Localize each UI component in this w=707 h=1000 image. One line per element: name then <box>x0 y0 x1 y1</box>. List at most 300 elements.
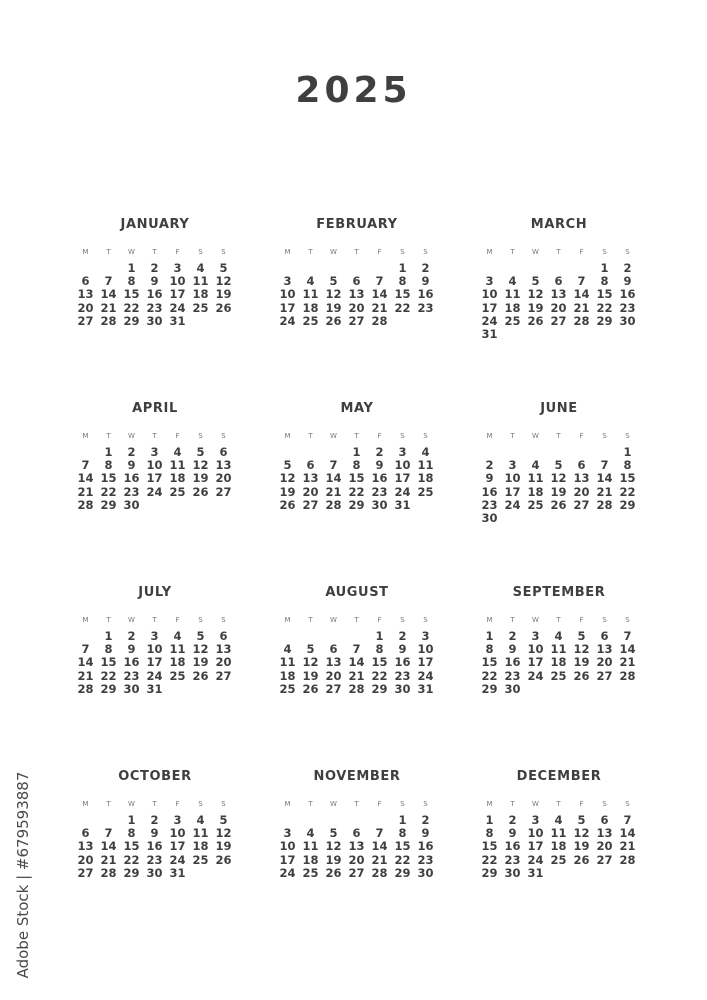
day-cell: 6 <box>329 642 338 657</box>
day-grid <box>74 798 236 880</box>
day-cell: 22 <box>371 668 388 683</box>
day-cell: 25 <box>550 668 567 683</box>
day-cell: 7 <box>352 642 361 657</box>
day-cell: 29 <box>348 497 365 512</box>
day-cell: 18 <box>527 484 544 499</box>
weekday-label: S <box>625 616 630 624</box>
weekday-label: F <box>175 248 180 256</box>
day-cell: 12 <box>325 287 342 302</box>
day-cell: 12 <box>302 655 319 670</box>
day-cell: 11 <box>192 826 209 841</box>
weekday-label: M <box>486 616 493 624</box>
weekday-label: S <box>602 616 607 624</box>
month-name: JULY <box>138 585 172 600</box>
weekday-label: S <box>602 800 607 808</box>
watermark-text: Adobe Stock | #679593887 <box>14 771 32 979</box>
day-cell: 25 <box>302 313 319 328</box>
day-cell: 13 <box>302 471 319 486</box>
month-january <box>74 216 236 400</box>
day-cell: 9 <box>127 642 136 657</box>
day-cell: 8 <box>485 642 494 657</box>
day-cell: 26 <box>192 668 209 683</box>
month-september <box>478 584 640 768</box>
weekday-label: W <box>532 800 539 808</box>
day-cell: 16 <box>504 839 521 854</box>
day-cell: 15 <box>348 471 365 486</box>
weekday-label: S <box>602 248 607 256</box>
weekday-label: M <box>284 248 291 256</box>
day-cell: 29 <box>123 313 140 328</box>
day-cell: 3 <box>283 274 292 289</box>
day-cell: 10 <box>527 642 544 657</box>
day-cell: 30 <box>481 510 498 525</box>
day-cell: 17 <box>504 484 521 499</box>
day-cell: 9 <box>485 471 494 486</box>
day-cell: 22 <box>123 300 140 315</box>
day-cell: 19 <box>215 839 232 854</box>
day-cell: 11 <box>550 642 567 657</box>
day-cell: 5 <box>577 813 586 827</box>
day-cell: 4 <box>196 813 205 827</box>
weekday-label: T <box>510 432 515 440</box>
day-cell: 24 <box>279 313 296 328</box>
day-cell: 8 <box>104 642 113 657</box>
day-cell: 22 <box>100 668 117 683</box>
day-cell: 4 <box>173 445 182 459</box>
month-may <box>276 400 438 584</box>
day-cell: 14 <box>348 655 365 670</box>
day-cell: 16 <box>417 839 434 854</box>
day-cell: 4 <box>196 261 205 275</box>
day-cell: 7 <box>623 629 632 643</box>
day-cell: 25 <box>417 484 434 499</box>
weekday-label: S <box>400 248 405 256</box>
day-cell: 24 <box>417 668 434 683</box>
day-cell: 26 <box>573 852 590 867</box>
day-cell: 21 <box>371 852 388 867</box>
stock-watermark <box>12 760 34 990</box>
day-cell: 26 <box>573 668 590 683</box>
day-cell: 17 <box>481 300 498 315</box>
weekday-label: T <box>152 800 157 808</box>
weekday-label: T <box>510 616 515 624</box>
day-cell: 17 <box>146 655 163 670</box>
day-grid <box>74 614 236 696</box>
day-cell: 9 <box>421 274 430 289</box>
day-cell: 28 <box>619 668 636 683</box>
day-cell: 26 <box>325 865 342 880</box>
day-cell: 16 <box>619 287 636 302</box>
day-cell: 30 <box>146 865 163 880</box>
day-cell: 5 <box>196 445 205 459</box>
month-july <box>74 584 236 768</box>
day-cell: 18 <box>169 655 186 670</box>
day-cell: 3 <box>150 629 159 643</box>
day-cell: 11 <box>279 655 296 670</box>
day-cell: 25 <box>192 852 209 867</box>
day-cell: 16 <box>146 287 163 302</box>
day-cell: 20 <box>573 484 590 499</box>
day-cell: 23 <box>417 300 434 315</box>
day-cell: 6 <box>352 826 361 841</box>
day-cell: 8 <box>127 826 136 841</box>
day-cell: 1 <box>485 629 494 643</box>
day-cell: 8 <box>375 642 384 657</box>
day-cell: 2 <box>508 813 517 827</box>
day-cell: 21 <box>619 655 636 670</box>
day-cell: 15 <box>481 839 498 854</box>
day-cell: 11 <box>169 642 186 657</box>
day-cell: 21 <box>100 852 117 867</box>
day-cell: 19 <box>302 668 319 683</box>
month-name: AUGUST <box>325 585 389 600</box>
day-cell: 27 <box>596 668 613 683</box>
day-cell: 21 <box>619 839 636 854</box>
day-cell: 24 <box>279 865 296 880</box>
day-cell: 7 <box>81 642 90 657</box>
day-cell: 26 <box>192 484 209 499</box>
day-cell: 5 <box>196 629 205 643</box>
day-cell: 1 <box>398 813 407 827</box>
day-cell: 26 <box>215 852 232 867</box>
day-cell: 1 <box>104 445 113 459</box>
weekday-label: S <box>400 616 405 624</box>
day-cell: 23 <box>146 852 163 867</box>
weekday-label: T <box>354 800 359 808</box>
day-cell: 7 <box>81 458 90 473</box>
day-cell: 7 <box>329 458 338 473</box>
day-cell: 15 <box>619 471 636 486</box>
weekday-label: W <box>532 616 539 624</box>
day-cell: 21 <box>325 484 342 499</box>
day-cell: 5 <box>219 813 228 827</box>
day-cell: 15 <box>596 287 613 302</box>
month-name: MARCH <box>530 217 588 232</box>
day-cell: 12 <box>215 274 232 289</box>
day-cell: 10 <box>417 642 434 657</box>
day-cell: 10 <box>504 471 521 486</box>
weekday-label: T <box>308 248 313 256</box>
day-cell: 12 <box>192 642 209 657</box>
weekday-label: T <box>152 616 157 624</box>
day-grid <box>478 430 640 525</box>
day-cell: 26 <box>302 681 319 696</box>
day-cell: 4 <box>283 642 292 657</box>
day-cell: 22 <box>481 668 498 683</box>
month-name: NOVEMBER <box>313 769 401 784</box>
month-february <box>276 216 438 400</box>
weekday-label: S <box>423 800 428 808</box>
day-cell: 29 <box>481 865 498 880</box>
day-cell: 23 <box>123 484 140 499</box>
day-cell: 4 <box>173 629 182 643</box>
day-cell: 31 <box>169 313 186 328</box>
weekday-label: F <box>175 616 180 624</box>
day-cell: 14 <box>619 642 636 657</box>
day-cell: 14 <box>77 655 94 670</box>
day-cell: 16 <box>394 655 411 670</box>
day-cell: 10 <box>279 287 296 302</box>
day-cell: 28 <box>573 313 590 328</box>
day-cell: 2 <box>150 813 159 827</box>
day-cell: 29 <box>619 497 636 512</box>
day-cell: 15 <box>100 471 117 486</box>
day-cell: 8 <box>398 826 407 841</box>
day-cell: 22 <box>394 852 411 867</box>
day-cell: 11 <box>302 287 319 302</box>
weekday-label: F <box>377 432 382 440</box>
weekday-label: S <box>221 616 226 624</box>
day-grid <box>74 430 236 512</box>
day-cell: 18 <box>279 668 296 683</box>
day-cell: 2 <box>127 629 136 643</box>
day-cell: 8 <box>127 274 136 289</box>
day-cell: 1 <box>485 813 494 827</box>
day-cell: 13 <box>348 839 365 854</box>
month-april <box>74 400 236 584</box>
day-cell: 19 <box>192 655 209 670</box>
month-august <box>276 584 438 768</box>
day-cell: 3 <box>508 458 517 473</box>
day-cell: 9 <box>150 274 159 289</box>
day-cell: 9 <box>127 458 136 473</box>
day-cell: 20 <box>77 852 94 867</box>
day-cell: 24 <box>527 852 544 867</box>
weekday-label: M <box>82 616 89 624</box>
day-cell: 27 <box>302 497 319 512</box>
day-cell: 3 <box>150 445 159 459</box>
day-cell: 1 <box>104 629 113 643</box>
day-cell: 16 <box>146 839 163 854</box>
weekday-label: W <box>532 248 539 256</box>
day-cell: 12 <box>192 458 209 473</box>
day-cell: 20 <box>215 471 232 486</box>
day-cell: 28 <box>100 865 117 880</box>
day-cell: 17 <box>169 287 186 302</box>
day-cell: 2 <box>150 261 159 275</box>
day-cell: 25 <box>302 865 319 880</box>
weekday-label: S <box>198 432 203 440</box>
day-cell: 17 <box>169 839 186 854</box>
day-cell: 6 <box>577 458 586 473</box>
day-cell: 18 <box>169 471 186 486</box>
day-cell: 10 <box>169 826 186 841</box>
day-cell: 2 <box>127 445 136 459</box>
day-cell: 20 <box>215 655 232 670</box>
day-cell: 13 <box>573 471 590 486</box>
day-cell: 27 <box>348 313 365 328</box>
day-cell: 18 <box>417 471 434 486</box>
day-cell: 5 <box>219 261 228 275</box>
weekday-label: W <box>128 800 135 808</box>
weekday-label: T <box>510 800 515 808</box>
day-cell: 27 <box>77 865 94 880</box>
month-name: OCTOBER <box>118 769 192 784</box>
weekday-label: S <box>423 432 428 440</box>
day-cell: 7 <box>600 458 609 473</box>
day-cell: 13 <box>550 287 567 302</box>
day-cell: 7 <box>375 826 384 841</box>
day-cell: 18 <box>302 852 319 867</box>
day-cell: 27 <box>573 497 590 512</box>
day-cell: 30 <box>123 681 140 696</box>
day-cell: 20 <box>596 839 613 854</box>
day-cell: 31 <box>481 326 498 341</box>
day-cell: 25 <box>169 484 186 499</box>
day-cell: 25 <box>279 681 296 696</box>
day-cell: 24 <box>169 852 186 867</box>
day-cell: 10 <box>279 839 296 854</box>
weekday-label: S <box>221 800 226 808</box>
weekday-label: F <box>175 432 180 440</box>
weekday-label: S <box>625 432 630 440</box>
day-cell: 18 <box>192 287 209 302</box>
day-cell: 14 <box>100 287 117 302</box>
day-cell: 22 <box>596 300 613 315</box>
day-cell: 17 <box>527 655 544 670</box>
weekday-label: F <box>579 800 584 808</box>
weekday-label: T <box>152 248 157 256</box>
day-cell: 16 <box>481 484 498 499</box>
day-cell: 13 <box>77 287 94 302</box>
weekday-label: F <box>175 800 180 808</box>
weekday-label: T <box>106 432 111 440</box>
day-cell: 30 <box>417 865 434 880</box>
day-cell: 27 <box>596 852 613 867</box>
day-cell: 23 <box>504 668 521 683</box>
day-cell: 11 <box>504 287 521 302</box>
day-cell: 21 <box>596 484 613 499</box>
day-cell: 12 <box>527 287 544 302</box>
weekday-label: S <box>198 616 203 624</box>
day-cell: 28 <box>371 865 388 880</box>
day-cell: 1 <box>623 445 632 459</box>
day-cell: 14 <box>573 287 590 302</box>
day-cell: 21 <box>371 300 388 315</box>
day-cell: 21 <box>77 484 94 499</box>
day-cell: 29 <box>596 313 613 328</box>
day-cell: 31 <box>146 681 163 696</box>
day-cell: 19 <box>550 484 567 499</box>
day-cell: 19 <box>215 287 232 302</box>
day-cell: 16 <box>417 287 434 302</box>
day-cell: 3 <box>173 261 182 275</box>
day-cell: 5 <box>306 642 315 657</box>
day-cell: 11 <box>169 458 186 473</box>
day-cell: 27 <box>215 668 232 683</box>
day-cell: 28 <box>596 497 613 512</box>
weekday-label: T <box>308 616 313 624</box>
day-cell: 16 <box>123 655 140 670</box>
day-cell: 7 <box>623 813 632 827</box>
day-cell: 29 <box>123 865 140 880</box>
day-cell: 19 <box>279 484 296 499</box>
day-cell: 11 <box>550 826 567 841</box>
day-cell: 20 <box>325 668 342 683</box>
day-cell: 26 <box>527 313 544 328</box>
day-cell: 19 <box>573 655 590 670</box>
day-cell: 9 <box>150 826 159 841</box>
weekday-label: F <box>579 432 584 440</box>
day-cell: 12 <box>279 471 296 486</box>
day-cell: 14 <box>77 471 94 486</box>
month-june <box>478 400 640 584</box>
weekday-label: W <box>128 616 135 624</box>
day-cell: 17 <box>279 300 296 315</box>
day-cell: 12 <box>573 642 590 657</box>
weekday-label: T <box>106 616 111 624</box>
weekday-label: W <box>330 432 337 440</box>
weekday-label: M <box>284 800 291 808</box>
month-name: APRIL <box>132 401 178 416</box>
day-cell: 13 <box>596 826 613 841</box>
day-cell: 2 <box>508 629 517 643</box>
day-cell: 16 <box>371 471 388 486</box>
day-cell: 31 <box>394 497 411 512</box>
weekday-label: S <box>423 616 428 624</box>
day-cell: 12 <box>550 471 567 486</box>
day-cell: 14 <box>596 471 613 486</box>
weekday-label: S <box>602 432 607 440</box>
day-cell: 11 <box>417 458 434 473</box>
day-cell: 8 <box>398 274 407 289</box>
day-cell: 6 <box>219 629 228 643</box>
month-october <box>74 768 236 952</box>
day-cell: 24 <box>146 484 163 499</box>
day-cell: 29 <box>371 681 388 696</box>
day-cell: 29 <box>100 681 117 696</box>
day-cell: 5 <box>329 274 338 289</box>
day-cell: 15 <box>123 839 140 854</box>
day-cell: 23 <box>481 497 498 512</box>
day-cell: 30 <box>146 313 163 328</box>
day-cell: 2 <box>623 261 632 275</box>
weekday-label: T <box>556 248 561 256</box>
weekday-label: T <box>106 248 111 256</box>
day-cell: 31 <box>417 681 434 696</box>
day-cell: 3 <box>531 813 540 827</box>
day-cell: 30 <box>371 497 388 512</box>
month-march <box>478 216 640 400</box>
day-cell: 21 <box>77 668 94 683</box>
day-cell: 26 <box>279 497 296 512</box>
month-name: JUNE <box>540 401 578 416</box>
day-cell: 5 <box>531 274 540 289</box>
weekday-label: T <box>556 800 561 808</box>
day-cell: 23 <box>619 300 636 315</box>
weekday-label: M <box>486 248 493 256</box>
weekday-label: S <box>221 248 226 256</box>
day-cell: 9 <box>623 274 632 289</box>
weekday-label: S <box>400 432 405 440</box>
day-cell: 5 <box>329 826 338 841</box>
day-cell: 22 <box>348 484 365 499</box>
day-cell: 28 <box>100 313 117 328</box>
day-cell: 20 <box>302 484 319 499</box>
day-cell: 22 <box>123 852 140 867</box>
day-grid <box>74 246 236 328</box>
day-cell: 28 <box>619 852 636 867</box>
day-cell: 15 <box>394 839 411 854</box>
day-cell: 1 <box>352 445 361 459</box>
weekday-label: T <box>354 248 359 256</box>
month-november <box>276 768 438 952</box>
day-cell: 8 <box>352 458 361 473</box>
day-cell: 19 <box>527 300 544 315</box>
day-cell: 24 <box>481 313 498 328</box>
day-cell: 26 <box>550 497 567 512</box>
day-cell: 4 <box>508 274 517 289</box>
